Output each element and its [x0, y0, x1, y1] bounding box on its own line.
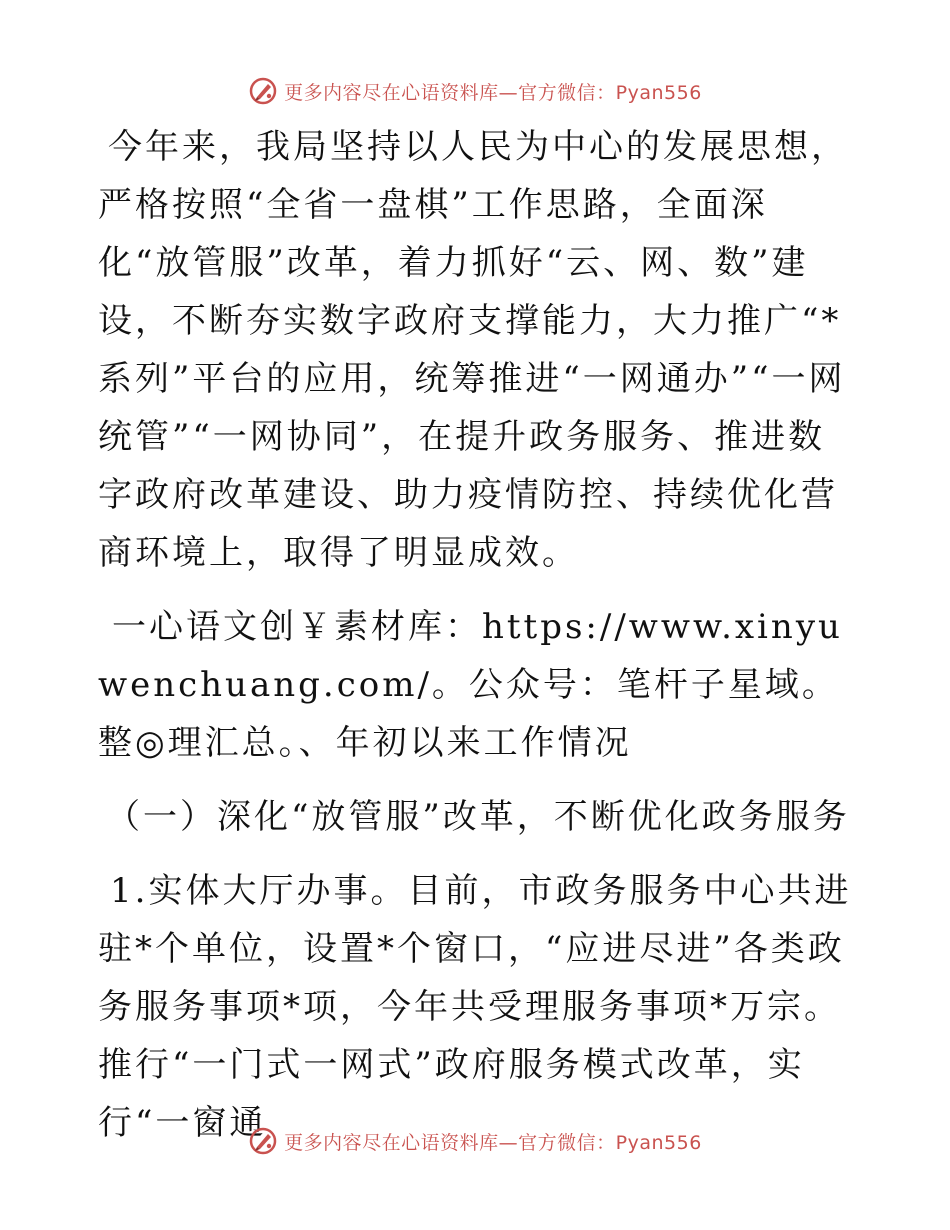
banner-wechat-id: Pyan556	[615, 81, 702, 104]
banner-text	[284, 1128, 702, 1155]
pen-seal-logo-icon	[248, 76, 278, 106]
source-note-paragraph: 一心语文创￥素材库：https://www.xinyuwenchuang.com/。公众号：笔杆子星域。整◎理汇总。、年初以来工作情况	[98, 607, 843, 763]
banner-label: 更多内容尽在心语资料库—官方微信：	[284, 81, 616, 104]
document-body	[98, 118, 858, 1152]
banner-label: 更多内容尽在心语资料库—官方微信：	[284, 1131, 616, 1154]
pen-seal-logo-icon	[248, 1126, 278, 1156]
intro-paragraph: 今年来，我局坚持以人民为中心的发展思想，严格按照“全省一盘棋”工作思路，全面深化“放管服”改革，着力抓好“云、网、数”建设，不断夯实数字政府支撑能力，大力推广“*系列”平台的应用，统筹推进“一网通办”“一网统管”“一网协同”，在提升政务服务、推进数字政府改革建设、助力疫情防控、持续优化营商环境上，取得了明显成效。	[98, 127, 848, 573]
banner-text	[284, 78, 702, 105]
footer-banner	[0, 1121, 950, 1161]
banner-wechat-id: Pyan556	[615, 1131, 702, 1154]
header-banner	[0, 71, 950, 111]
item-paragraph: 1.实体大厅办事。目前，市政务服务中心共进驻*个单位，设置*个窗口，“应进尽进”各类政务服务事项*项，今年共受理服务事项*万宗。推行“一门式一网式”政府服务模式改革，实行“一窗通	[98, 871, 852, 1143]
section-heading: （一）深化“放管服”改革，不断优化政务服务	[106, 797, 850, 837]
